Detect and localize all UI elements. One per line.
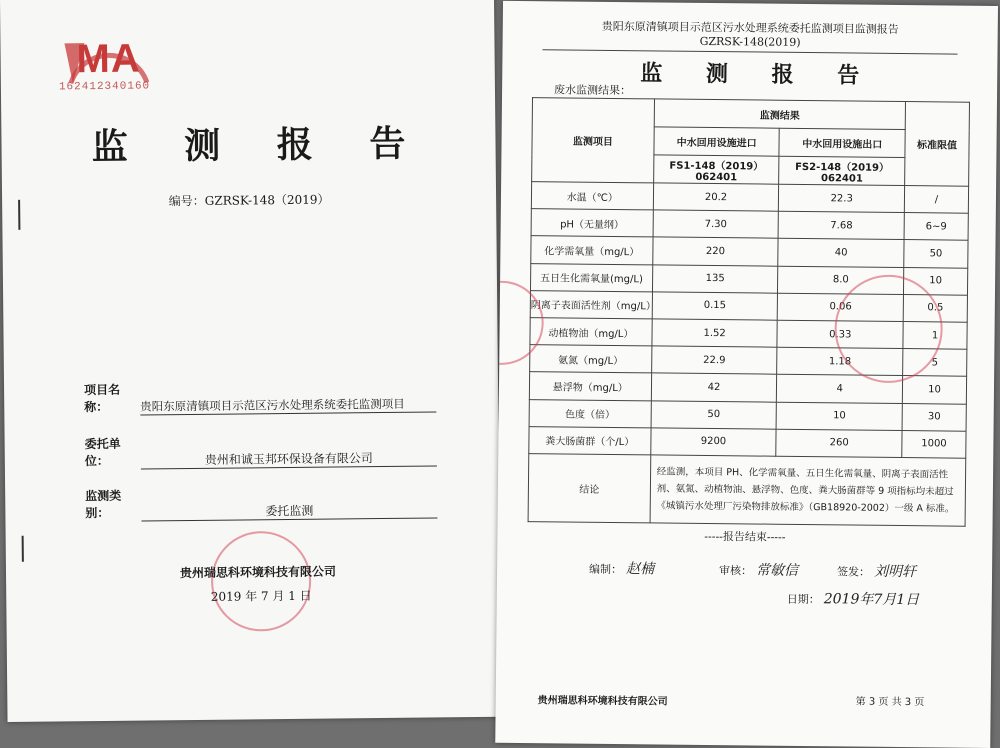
header-title: 贵阳东原清镇项目示范区污水处理系统委托监测项目监测报告	[601, 19, 899, 36]
footer-company: 贵州瑞思科环境科技有限公司	[537, 695, 668, 708]
header-outlet: 中水回用设施出口	[779, 128, 905, 157]
cell-inlet: 0.15	[652, 292, 778, 321]
cover-company: 贵州瑞思科环境科技有限公司	[179, 564, 337, 581]
cell-item: 化学需氧量（mg/L）	[531, 236, 653, 264]
client-value: 贵州和诚玉邦环保设备有限公司	[141, 448, 437, 469]
cell-outlet: 1.18	[777, 347, 903, 376]
cell-outlet: 7.68	[778, 211, 904, 240]
type-row	[85, 483, 445, 522]
cell-inlet: 7.30	[653, 210, 779, 239]
cell-item: 粪大肠菌群（个/L）	[529, 426, 651, 454]
header-item: 监测项目	[532, 98, 655, 183]
project-label: 项目名称：	[84, 382, 121, 415]
project-row	[84, 377, 444, 416]
page-title: 监 测 报 告	[640, 60, 878, 89]
date-row	[787, 588, 920, 609]
cell-inlet: 50	[651, 400, 777, 429]
type-value: 委托监测	[141, 500, 437, 521]
cell-item: 阴离子表面活性剂（mg/L）	[530, 290, 652, 318]
issuer-signature: 刘明轩	[873, 563, 917, 581]
project-value: 贵阳东原清镇项目示范区污水处理系统委托监测项目	[140, 395, 436, 415]
cell-limit: 10	[904, 267, 968, 295]
cell-item: 动植物油（mg/L）	[530, 318, 652, 346]
binding-mark	[22, 536, 24, 562]
compiler-row	[589, 558, 654, 579]
cell-limit: 50	[904, 240, 968, 268]
conclusion-label: 结论	[528, 453, 650, 522]
cover-title: 监 测 报 告	[91, 122, 428, 169]
client-row	[85, 431, 445, 470]
cell-inlet: 42	[651, 373, 777, 402]
page-number: 第 3 页 共 3 页	[855, 696, 925, 709]
header-inlet: 中水回用设施进口	[654, 127, 780, 156]
cell-outlet: 260	[776, 429, 902, 458]
company-seal-icon	[211, 531, 312, 632]
type-label: 监测类别：	[85, 488, 122, 521]
cell-outlet: 40	[778, 239, 904, 268]
cell-outlet: 0.33	[777, 320, 903, 349]
cell-inlet: 220	[652, 237, 778, 266]
cell-limit: 1000	[902, 430, 966, 458]
cell-outlet: 22.3	[779, 184, 905, 213]
header-code: GZRSK-148(2019)	[699, 34, 801, 49]
cell-inlet: 135	[652, 264, 778, 293]
cell-item: 氨氮（mg/L）	[530, 345, 652, 373]
date-value: 2019年7月1日	[823, 591, 920, 609]
compiler-signature: 赵楠	[625, 561, 655, 578]
reviewer-label: 审核：	[719, 564, 753, 578]
page-header	[503, 19, 998, 52]
outlet-code: FS2-148（2019）062401	[779, 156, 905, 185]
conclusion-text: 经监测，本项目 PH、化学需氧量、五日生化需氧量、阴离子表面活性剂、氨氮、动植物油、悬浮物、色度、粪大肠菌群等 9 项指标均未超过《城镇污水处理厂污染物排放标准》（GB18920-2002）一级 A 标准。	[650, 455, 966, 526]
cell-item: 水温（℃）	[531, 182, 653, 210]
results-page	[495, 1, 998, 748]
cell-outlet: 4	[777, 375, 903, 404]
reviewer-row	[719, 559, 798, 580]
header-limit: 标准限值	[905, 102, 970, 187]
cell-outlet: 8.0	[778, 266, 904, 295]
cell-inlet: 1.52	[652, 319, 778, 348]
reviewer-signature: 常敏信	[755, 562, 799, 579]
date-label: 日期：	[786, 592, 820, 607]
cell-item: 五日生化需氧量(mg/L)	[530, 263, 652, 291]
cell-outlet: 0.06	[778, 293, 904, 322]
client-label: 委托单位：	[84, 436, 121, 469]
cell-item: 色度（倍）	[529, 399, 651, 427]
cma-logo-text: MA	[76, 36, 141, 82]
cell-item: pH（无量纲）	[531, 209, 653, 237]
cell-limit: 0.5	[903, 294, 967, 322]
cell-limit: /	[904, 186, 968, 214]
issuer-row	[837, 560, 916, 581]
cma-number: 162412340160	[58, 80, 151, 94]
qc-seal-icon	[834, 274, 943, 383]
binding-mark	[18, 200, 20, 230]
cell-item: 悬浮物（mg/L）	[529, 372, 651, 400]
issuer-label: 签发：	[836, 565, 871, 579]
cell-limit: 6~9	[904, 213, 968, 241]
compiler-label: 编制：	[589, 562, 623, 577]
cell-inlet: 20.2	[653, 183, 779, 212]
report-end: -----报告结束-----	[704, 529, 786, 544]
cell-outlet: 10	[776, 402, 902, 431]
cell-limit: 10	[902, 376, 966, 404]
cell-inlet: 22.9	[651, 346, 777, 375]
cover-date: 2019 年 7 月 1 日	[210, 588, 312, 604]
cell-inlet: 9200	[650, 428, 776, 457]
report-number: 编号：GZRSK-148（2019）	[168, 192, 330, 209]
inlet-code: FS1-148（2019）062401	[653, 155, 779, 184]
cell-limit: 30	[902, 403, 966, 431]
cover-page	[0, 0, 502, 722]
cell-limit: 1	[903, 321, 967, 349]
results-subtitle: 废水监测结果：	[554, 83, 632, 98]
header-results: 监测结果	[654, 99, 906, 130]
cell-limit: 5	[903, 349, 967, 377]
